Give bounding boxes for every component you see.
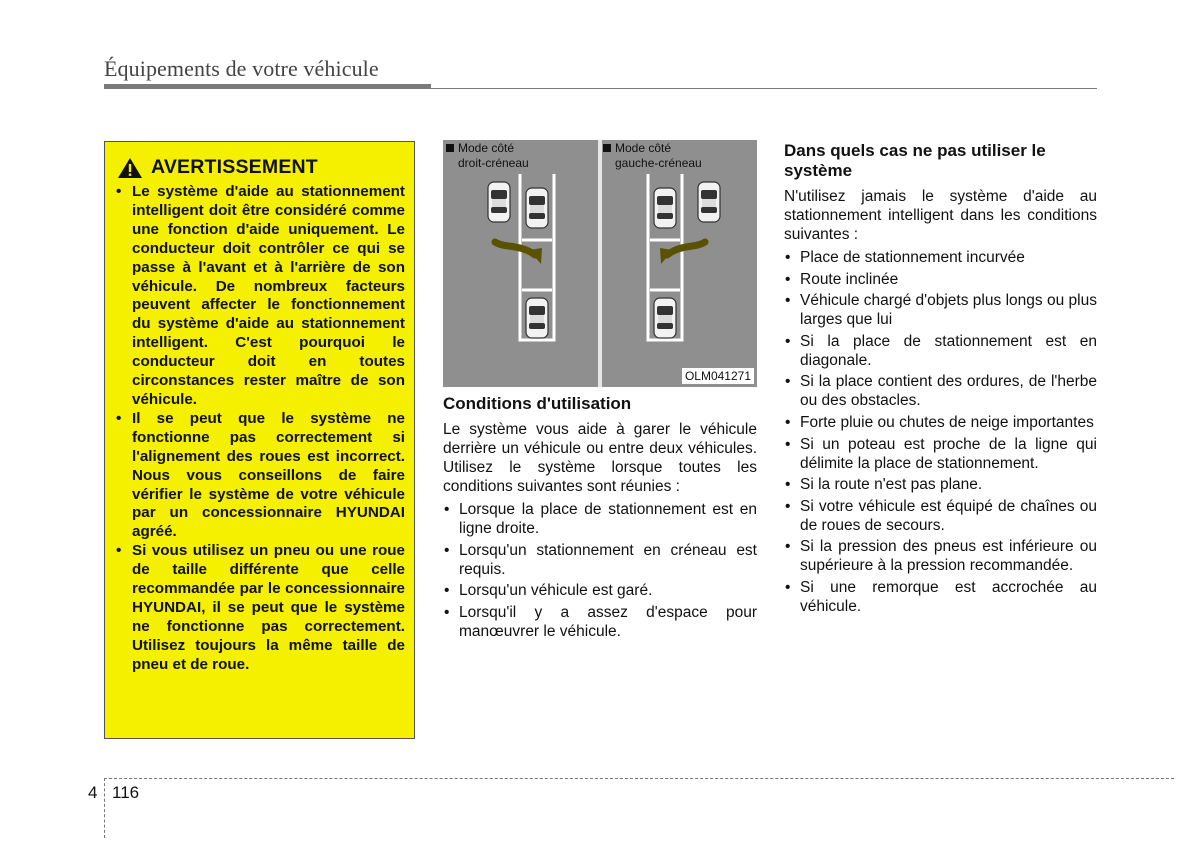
list-item: • Si la route n'est pas plane.: [784, 475, 1097, 494]
list-item: • Si une remorque est accrochée au véhicule.: [784, 578, 1097, 616]
parking-illustration: [443, 140, 757, 387]
footer-divider: [104, 778, 1174, 779]
mode-label-left: Mode côté gauche-créneau: [603, 141, 702, 171]
warning-title: AVERTISSEMENT: [151, 156, 318, 178]
warning-item: • Il se peut que le système ne fonctionne pas correctement si l'alignement des roues est incorrect. Nous vous conseillons de faire vérifier le système de votre véhicule par un concessionnaire HYUNDAI agréé.: [115, 410, 405, 542]
list-item: • Lorsque la place de stationnement est en ligne droite.: [443, 500, 757, 538]
square-bullet-icon: [603, 144, 611, 152]
list-item: • Si la place de stationnement est en diagonale.: [784, 332, 1097, 370]
footer-divider-vertical: [104, 778, 105, 838]
list-item: • Place de stationnement incurvée: [784, 248, 1097, 267]
warning-triangle-icon: [117, 157, 143, 179]
warning-box: [104, 141, 415, 739]
warning-list: [115, 183, 405, 675]
warning-item: • Si vous utilisez un pneu ou une roue de taille différente que celle recommandée par le concessionnaire HYUNDAI, il se peut que le système ne fonctionne pas correctement. Utilisez toujours la même taille de pneu et de roue.: [115, 542, 405, 674]
header-rule: [104, 84, 431, 89]
not-use-section: [784, 141, 1097, 619]
conditions-section: [443, 394, 757, 643]
parking-diagram: [443, 140, 757, 387]
square-bullet-icon: [446, 144, 454, 152]
list-item: • Si la place contient des ordures, de l'herbe ou des obstacles.: [784, 372, 1097, 410]
list-item: • Si un poteau est proche de la ligne qui délimite la place de stationnement.: [784, 435, 1097, 473]
conditions-title: Conditions d'utilisation: [443, 394, 632, 413]
list-item: • Si la pression des pneus est inférieure ou supérieure à la pression recommandée.: [784, 537, 1097, 575]
list-item: • Lorsqu'il y a assez d'espace pour manœuvrer le véhicule.: [443, 603, 757, 641]
header-rule-thin: [431, 88, 1097, 89]
list-item: • Route inclinée: [784, 270, 1097, 289]
conditions-list: [443, 500, 757, 641]
list-item: • Véhicule chargé d'objets plus longs ou plus larges que lui: [784, 291, 1097, 329]
not-use-intro: N'utilisez jamais le système d'aide au stationnement intelligent dans les conditions suivantes :: [784, 188, 1097, 243]
list-item: • Lorsqu'un stationnement en créneau est requis.: [443, 541, 757, 579]
conditions-intro: Le système vous aide à garer le véhicule derrière un véhicule ou entre deux véhicules. Utilisez le système lorsque toutes les conditions suivantes sont réunies :: [443, 421, 757, 495]
list-item: • Forte pluie ou chutes de neige importantes: [784, 413, 1097, 432]
mode-label-right: Mode côté droit-créneau: [446, 141, 529, 171]
warning-heading: [117, 156, 405, 179]
not-use-title: Dans quels cas ne pas utiliser le système: [784, 141, 1046, 180]
header-title: Équipements de votre véhicule: [104, 56, 379, 81]
list-item: • Lorsqu'un véhicule est garé.: [443, 581, 757, 600]
chapter-number: 4: [88, 783, 98, 802]
page-number: 116: [112, 783, 140, 802]
list-item: • Si votre véhicule est équipé de chaînes ou de roues de secours.: [784, 497, 1097, 535]
figure-code: OLM041271: [682, 368, 754, 384]
not-use-list: [784, 248, 1097, 616]
warning-item: • Le système d'aide au stationnement intelligent doit être considéré comme une fonction d'aide uniquement. Le conducteur doit contrôler ce qui se passe à l'avant et à l'arrière de son véhicule. De nombreux facteurs peuvent affecter le fonctionnement du système d'aide au stationnement intelligent. C'est pourquoi le conducteur doit en toutes circonstances rester maître de son véhicule.: [115, 183, 405, 410]
